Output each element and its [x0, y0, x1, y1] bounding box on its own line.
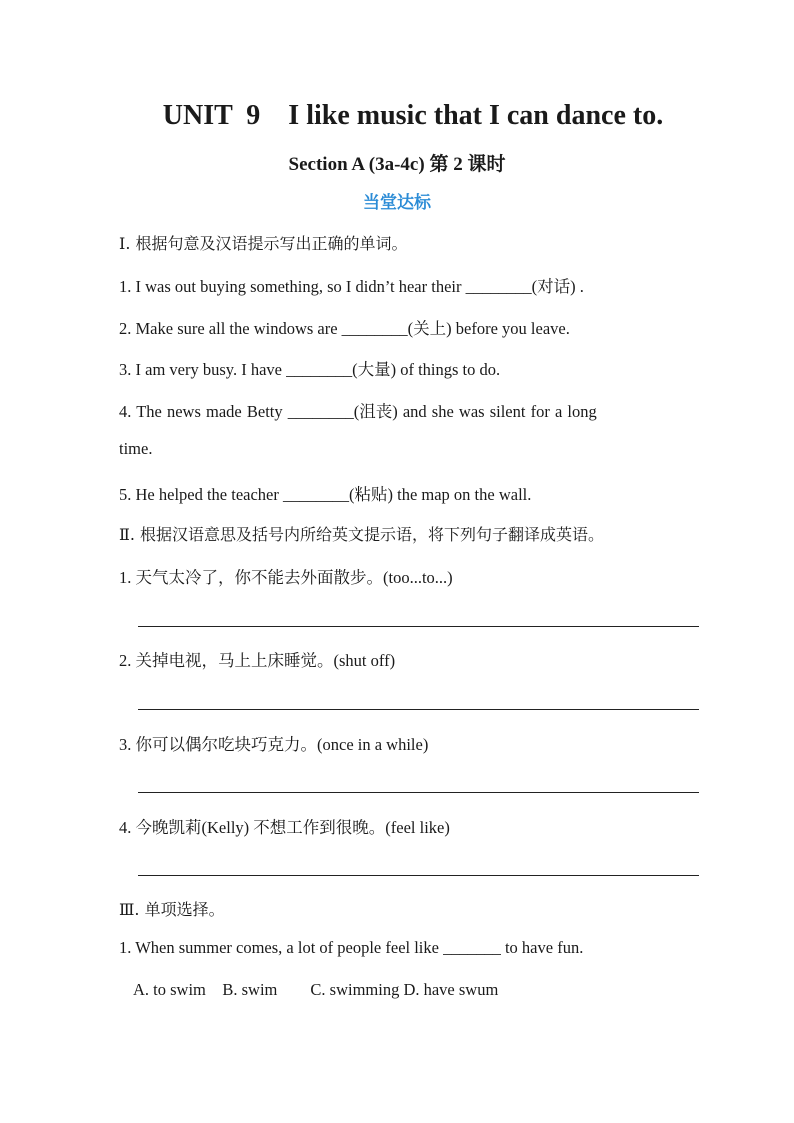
answer-line-2[interactable] [138, 709, 699, 710]
part2-heading: Ⅱ. 根据汉语意思及括号内所给英文提示语，将下列句子翻译成英语。 [119, 525, 605, 544]
part2-item-2: 2. 关掉电视，马上上床睡觉。(shut off) [119, 651, 396, 670]
page-title: UNIT 9 I like music that I can dance to. [162, 100, 664, 131]
section-label: 当堂达标 [363, 193, 431, 213]
part1-heading: Ⅰ. 根据句意及汉语提示写出正确的单词。 [119, 234, 408, 253]
part2-item-1: 1. 天气太冷了，你不能去外面散步。(too...to...) [119, 568, 453, 587]
answer-line-4[interactable] [138, 875, 699, 876]
part3-question-1: 1. When summer comes, a lot of people feel like _______ to have fun. [119, 938, 584, 957]
part1-item-3: 3. I am very busy. I have ________(大量) of things to do. [119, 360, 501, 379]
part2-item-4: 4. 今晚凯莉(Kelly) 不想工作到很晚。(feel like) [119, 818, 450, 837]
answer-line-1[interactable] [138, 626, 699, 627]
part3-heading: Ⅲ. 单项选择。 [119, 900, 225, 919]
part1-item-4: 4. The news made Betty ________(沮丧) and she was silent for a long [119, 402, 597, 421]
section-subtitle: Section A (3a-4c) 第 2 课时 [288, 154, 506, 175]
part1-item-2: 2. Make sure all the windows are ________(关上) before you leave. [119, 319, 570, 338]
answer-line-3[interactable] [138, 792, 699, 793]
part1-item-1: 1. I was out buying something, so I didn’t hear their ________(对话) . [119, 277, 584, 296]
part1-item-5: 5. He helped the teacher ________(粘贴) the map on the wall. [119, 485, 532, 504]
part2-item-3: 3. 你可以偶尔吃块巧克力。(once in a while) [119, 735, 429, 754]
part3-question-1-options: A. to swim B. swim C. swimming D. have swum [133, 980, 499, 999]
part1-item-4-continued: time. [119, 439, 153, 458]
